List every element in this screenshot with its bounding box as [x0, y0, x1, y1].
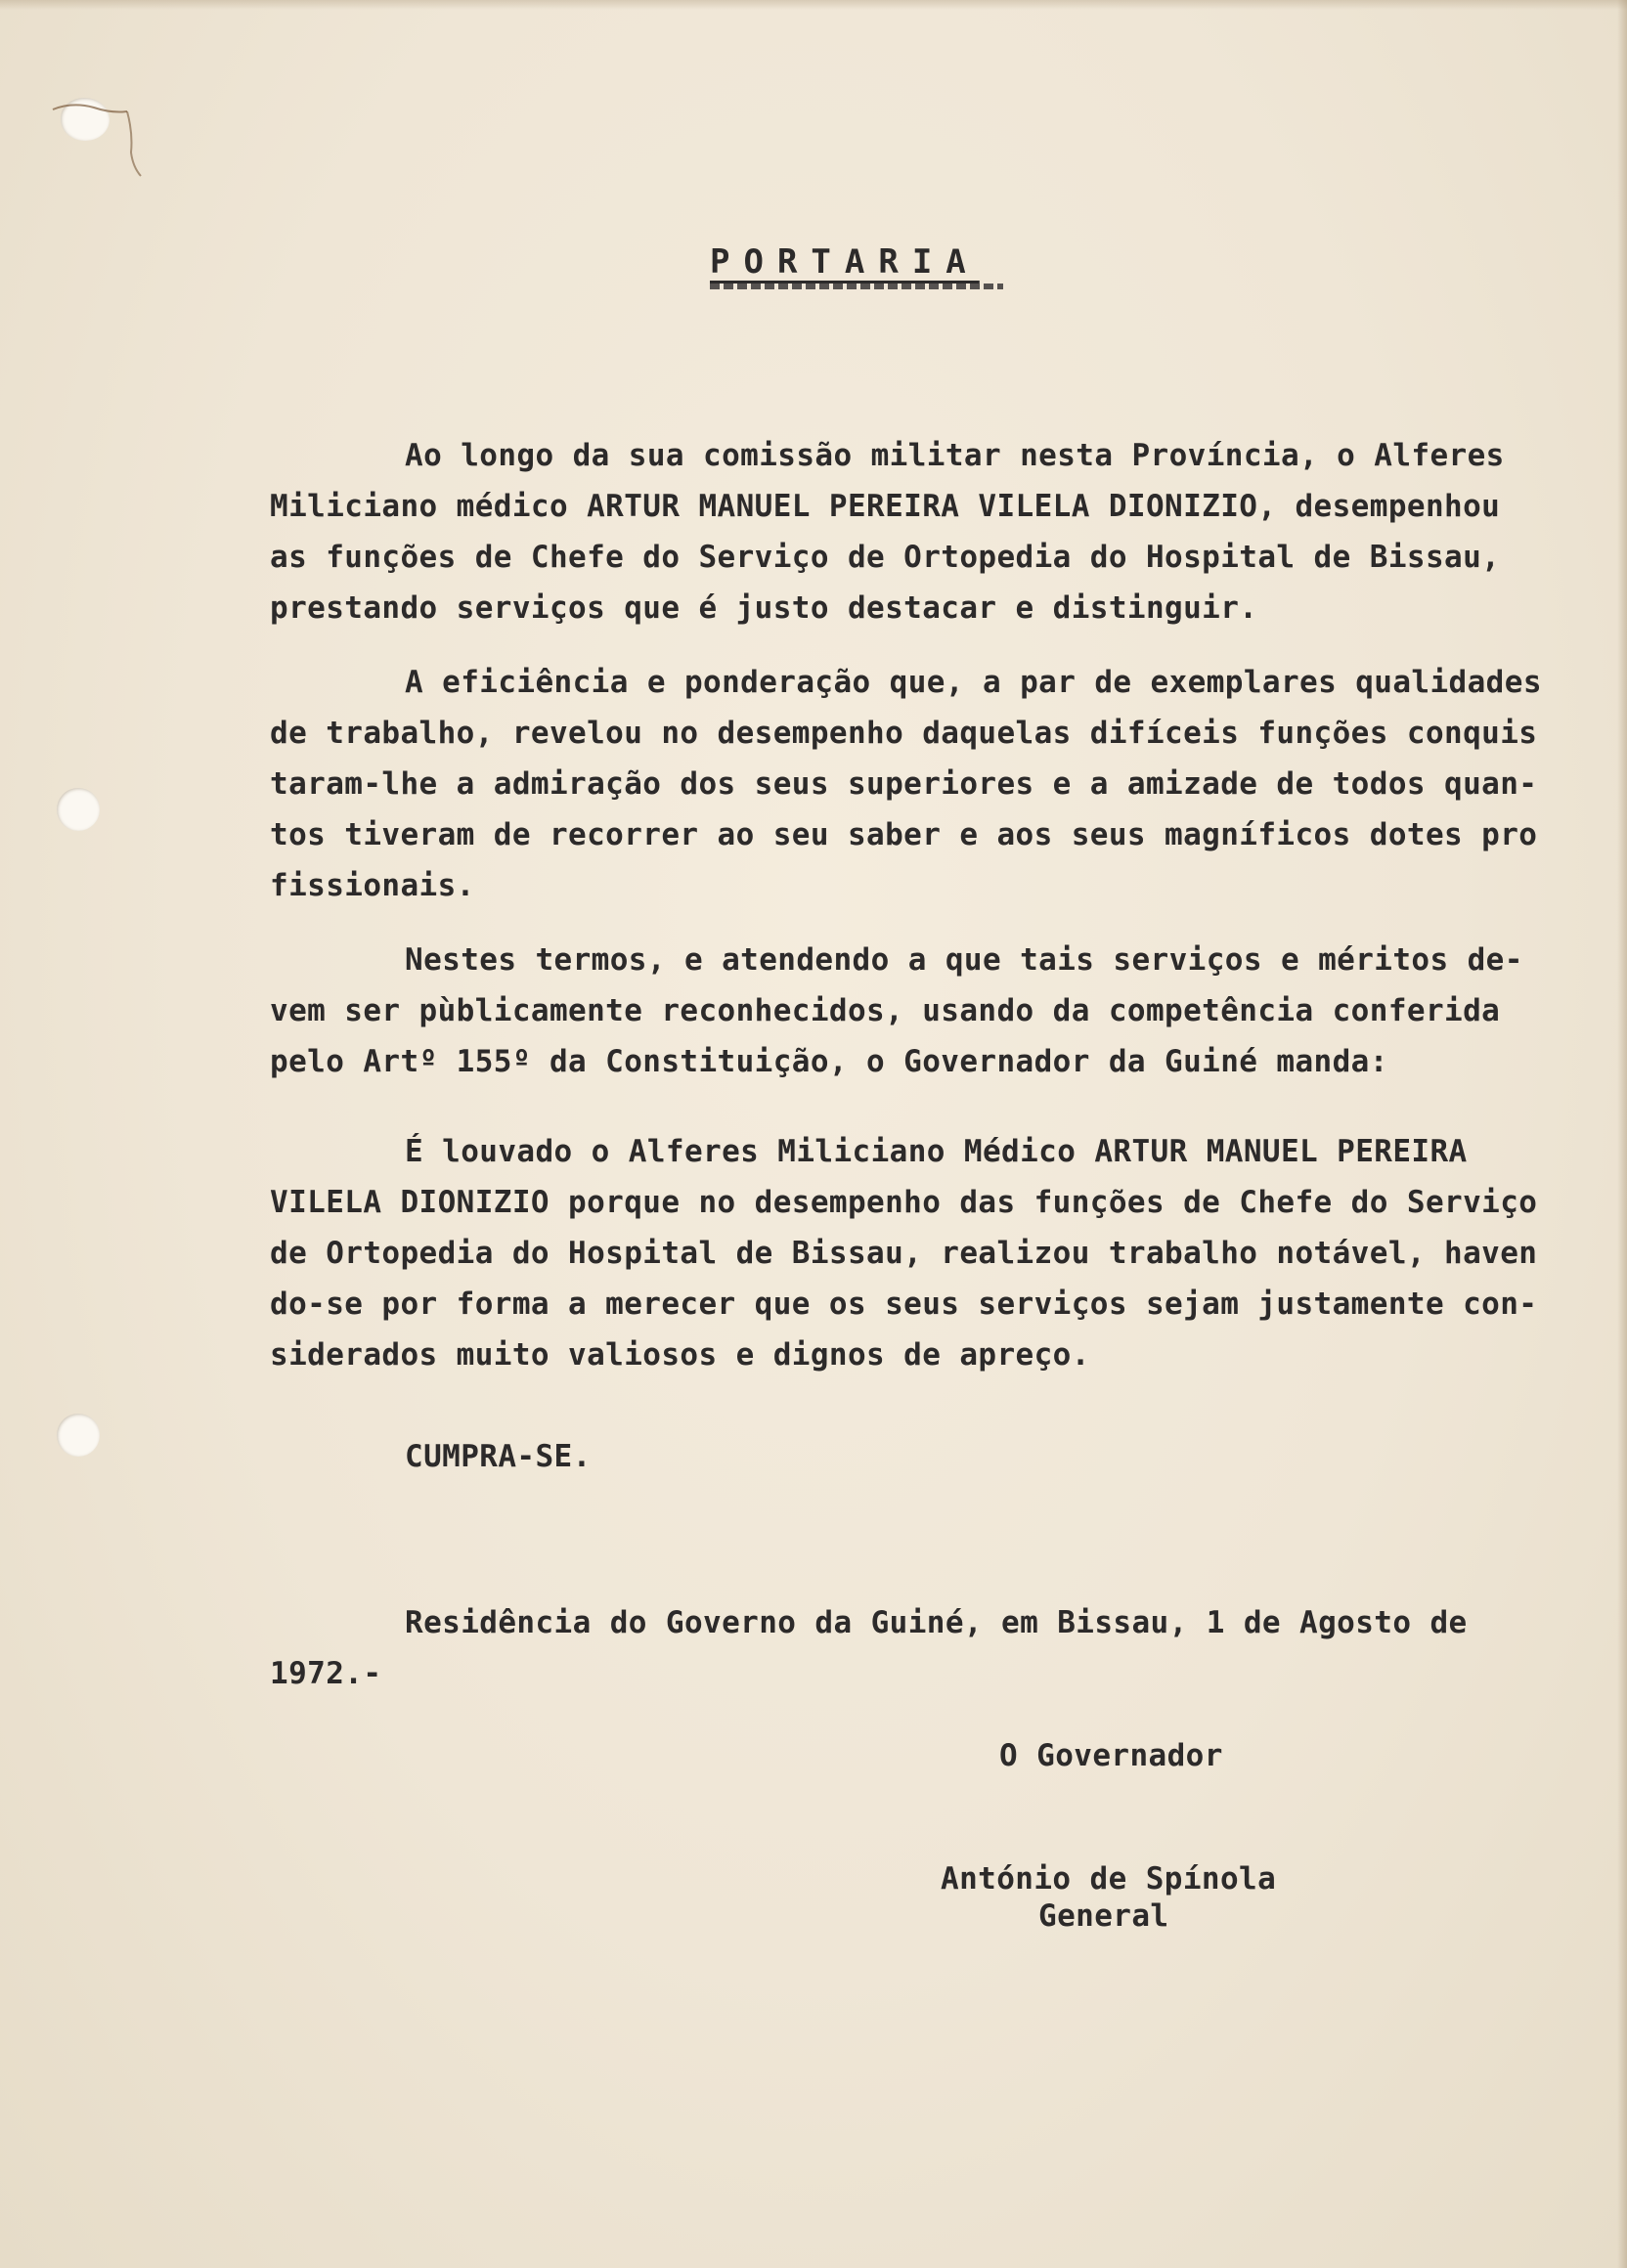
text-line: Residência do Governo da Guiné, em Bissau, 1 de Agosto de	[405, 1605, 1468, 1640]
text-line: fissionais.	[270, 868, 475, 903]
text-line: Ao longo da sua comissão militar nesta Província, o Alferes	[405, 438, 1505, 473]
text-line: pelo Artº 155º da Constituição, o Governador da Guiné manda:	[270, 1044, 1388, 1079]
text-line: siderados muito valiosos e dignos de apreço.	[270, 1337, 1090, 1373]
text-line: do-se por forma a merecer que os seus serviços sejam justamente con-	[270, 1287, 1538, 1322]
text-line: VILELA DIONIZIO porque no desempenho das funções de Chefe do Serviço	[270, 1185, 1538, 1220]
signature-rank: General	[1038, 1898, 1169, 1934]
text-line: tos tiveram de recorrer ao seu saber e aos seus magníficos dotes pro	[270, 817, 1538, 852]
closing-order: CUMPRA-SE.	[405, 1439, 592, 1474]
text-line: Nestes termos, e atendendo a que tais serviços e méritos de-	[405, 942, 1523, 978]
page-edge-right	[1617, 0, 1627, 2268]
signature-role: O Governador	[999, 1738, 1223, 1773]
text-line: É louvado o Alferes Miliciano Médico ARTUR MANUEL PEREIRA	[405, 1134, 1468, 1169]
page-edge-top	[0, 0, 1627, 10]
paragraph-3	[270, 935, 1561, 1087]
punch-hole-middle	[57, 788, 100, 831]
text-line: vem ser pùblicamente reconhecidos, usando da competência conferida	[270, 993, 1501, 1028]
text-line: as funções de Chefe do Serviço de Ortopedia do Hospital de Bissau,	[270, 540, 1501, 575]
text-line: prestando serviços que é justo destacar e distinguir.	[270, 590, 1258, 626]
text-line: 1972.-	[270, 1656, 382, 1691]
text-line: A eficiência e ponderação que, a par de exemplares qualidades	[405, 665, 1542, 700]
signature-name: António de Spínola	[941, 1861, 1277, 1897]
text-line: Miliciano médico ARTUR MANUEL PEREIRA VILELA DIONIZIO, desempenhou	[270, 489, 1501, 524]
tear-mark-icon	[43, 94, 151, 182]
document-title: PORTARIA	[710, 242, 980, 282]
paragraph-4	[270, 1126, 1580, 1380]
text-line: taram-lhe a admiração dos seus superiores e a amizade de todos quan-	[270, 766, 1538, 802]
paragraph-2	[270, 657, 1580, 911]
place-and-date	[270, 1597, 1541, 1699]
text-line: de Ortopedia do Hospital de Bissau, realizou trabalho notável, haven	[270, 1236, 1538, 1271]
punch-hole-lower	[57, 1414, 100, 1457]
paragraph-1	[270, 430, 1541, 633]
title-double-underline	[710, 284, 1003, 289]
text-line: de trabalho, revelou no desempenho daquelas difíceis funções conquis	[270, 716, 1538, 751]
